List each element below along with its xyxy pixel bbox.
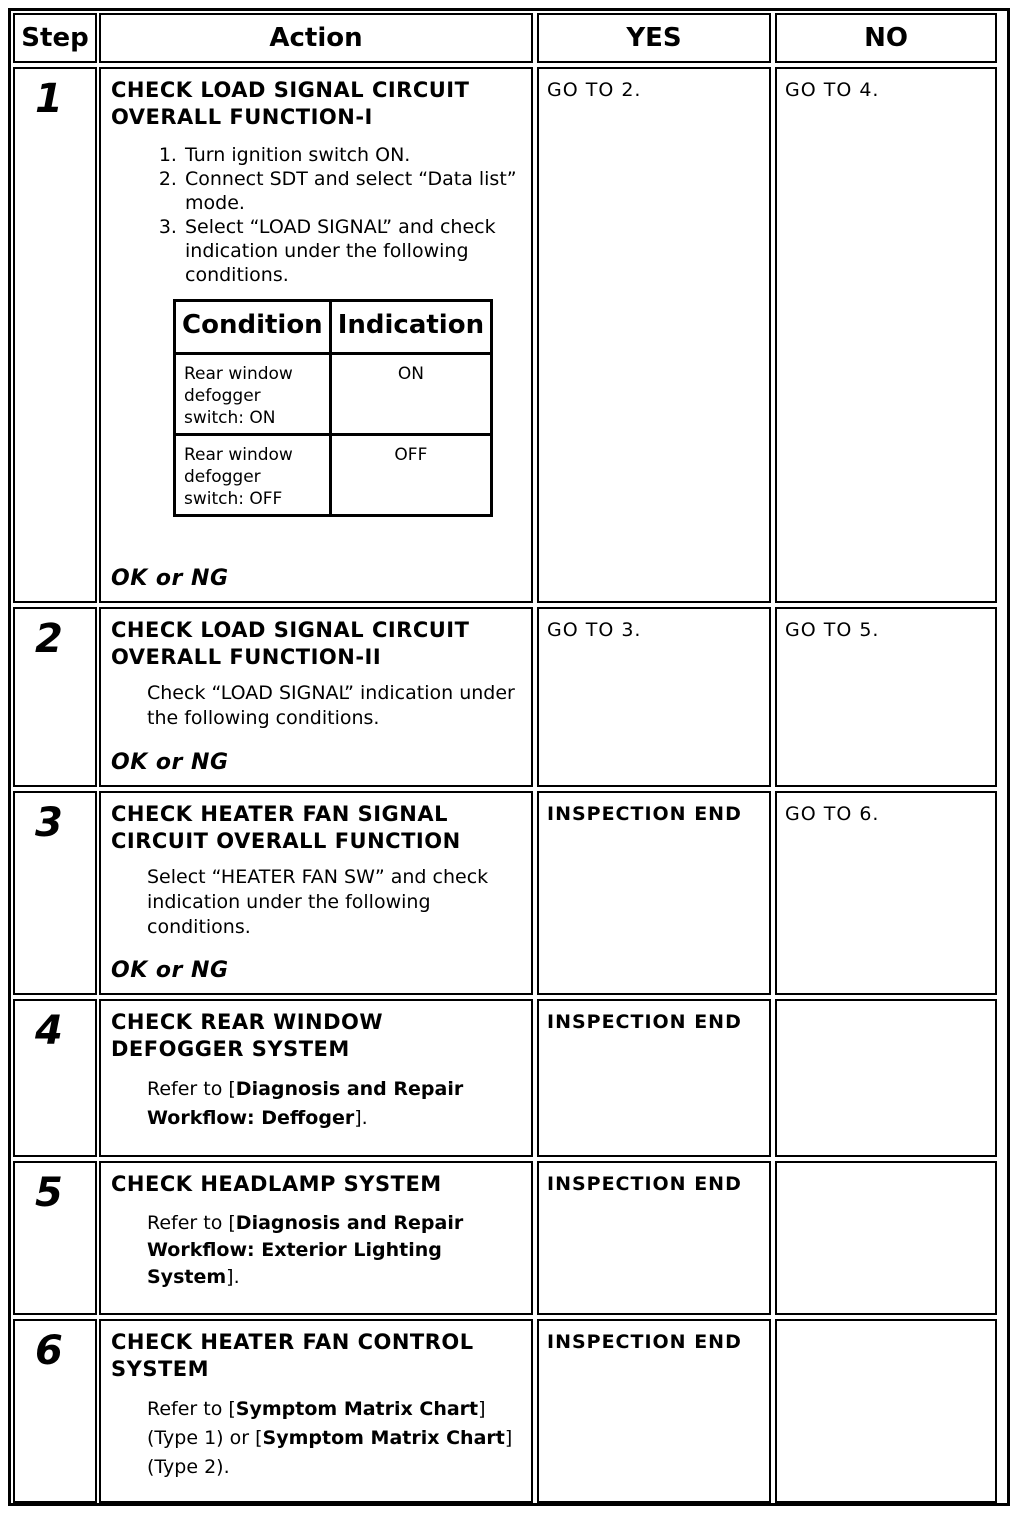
condition-header: Condition — [175, 301, 331, 354]
step-number — [13, 1319, 97, 1503]
yes-result: INSPECTION END — [547, 1331, 742, 1353]
reference-link[interactable]: Diagnosis and Repair Workflow: Exterior Lighting System — [147, 1212, 464, 1288]
yes-result: GO TO 2. — [547, 79, 642, 101]
step-number-label: 5 — [35, 1170, 63, 1216]
refer-text: ]. — [226, 1266, 240, 1288]
header-action-label: Action — [269, 23, 363, 53]
instruction-item: 2. Connect SDT and select “Data list” mode. — [183, 167, 523, 215]
step-number — [13, 607, 97, 787]
troubleshooting-table — [8, 8, 1010, 1506]
step-number-label: 2 — [35, 616, 63, 662]
no-cell — [775, 791, 997, 995]
yes-cell — [537, 1161, 771, 1315]
step-title: CHECK REAR WINDOW DEFOGGER SYSTEM — [111, 1010, 384, 1061]
refer-text: ]. — [354, 1107, 368, 1129]
header-no — [775, 13, 997, 63]
step-title: CHECK LOAD SIGNAL CIRCUIT OVERALL FUNCTION-II — [111, 618, 470, 669]
instruction-item: 3. Select “LOAD SIGNAL” and check indication under the following conditions. — [183, 215, 523, 287]
yes-cell — [537, 607, 771, 787]
indication-header: Indication — [330, 301, 491, 354]
no-cell — [775, 67, 997, 603]
step-action — [99, 999, 533, 1157]
no-result: GO TO 6. — [785, 803, 880, 825]
reference-link[interactable]: Symptom Matrix Chart — [262, 1427, 505, 1449]
step-number-label: 1 — [35, 76, 63, 122]
indication-cell: OFF — [330, 435, 491, 516]
indication-cell: ON — [330, 354, 491, 435]
refer-text: Refer to [ — [147, 1212, 236, 1234]
no-cell — [775, 607, 997, 787]
step-number-label: 3 — [35, 800, 63, 846]
header-step-label: Step — [21, 23, 89, 53]
step-action — [99, 1161, 533, 1315]
step-action — [99, 791, 533, 995]
header-action — [99, 13, 533, 63]
no-cell — [775, 999, 997, 1157]
yes-cell — [537, 67, 771, 603]
step-reference — [147, 1210, 523, 1291]
yes-result: INSPECTION END — [547, 1173, 742, 1195]
step-reference — [147, 1075, 523, 1133]
condition-table — [173, 299, 493, 517]
step-title: CHECK LOAD SIGNAL CIRCUIT OVERALL FUNCTION-I — [111, 78, 470, 129]
refer-text: Refer to [ — [147, 1398, 236, 1420]
step-body: Select “HEATER FAN SW” and check indication under the following conditions. — [147, 866, 489, 938]
step-title: CHECK HEATER FAN SIGNAL CIRCUIT OVERALL FUNCTION — [111, 802, 461, 853]
step-reference — [147, 1395, 523, 1482]
step-number — [13, 1161, 97, 1315]
no-cell — [775, 1319, 997, 1503]
ok-or-ng-label: OK or NG — [111, 566, 229, 591]
header-no-label: NO — [864, 23, 908, 53]
step-action — [99, 67, 533, 603]
step-number-label: 4 — [35, 1008, 63, 1054]
step-action — [99, 1319, 533, 1503]
header-step — [13, 13, 97, 63]
yes-cell — [537, 1319, 771, 1503]
yes-result: INSPECTION END — [547, 1011, 742, 1033]
ok-or-ng-label: OK or NG — [111, 750, 229, 775]
no-cell — [775, 1161, 997, 1315]
yes-cell — [537, 791, 771, 995]
step-number — [13, 67, 97, 603]
step-number-label: 6 — [35, 1328, 63, 1374]
reference-link[interactable]: Diagnosis and Repair Workflow: Deffoger — [147, 1078, 464, 1129]
refer-text: ] (Type 2). — [147, 1427, 513, 1478]
header-yes-label: YES — [626, 23, 682, 53]
condition-cell: Rear window defogger switch: ON — [175, 354, 331, 435]
step-number — [13, 791, 97, 995]
refer-text: ] (Type 1) or [ — [147, 1398, 486, 1449]
yes-cell — [537, 999, 771, 1157]
step-title: CHECK HEADLAMP SYSTEM — [111, 1172, 442, 1196]
condition-cell: Rear window defogger switch: OFF — [175, 435, 331, 516]
no-result: GO TO 5. — [785, 619, 880, 641]
ok-or-ng-label: OK or NG — [111, 958, 229, 983]
step-body: Check “LOAD SIGNAL” indication under the following conditions. — [147, 682, 515, 729]
step-action — [99, 607, 533, 787]
refer-text: Refer to [ — [147, 1078, 236, 1100]
step-title: CHECK HEATER FAN CONTROL SYSTEM — [111, 1330, 474, 1381]
no-result: GO TO 4. — [785, 79, 880, 101]
instruction-item: 1. Turn ignition switch ON. — [183, 143, 523, 167]
yes-result: GO TO 3. — [547, 619, 642, 641]
step-number — [13, 999, 97, 1157]
header-yes — [537, 13, 771, 63]
step-instructions — [111, 143, 523, 287]
yes-result: INSPECTION END — [547, 803, 742, 825]
reference-link[interactable]: Symptom Matrix Chart — [235, 1398, 479, 1420]
